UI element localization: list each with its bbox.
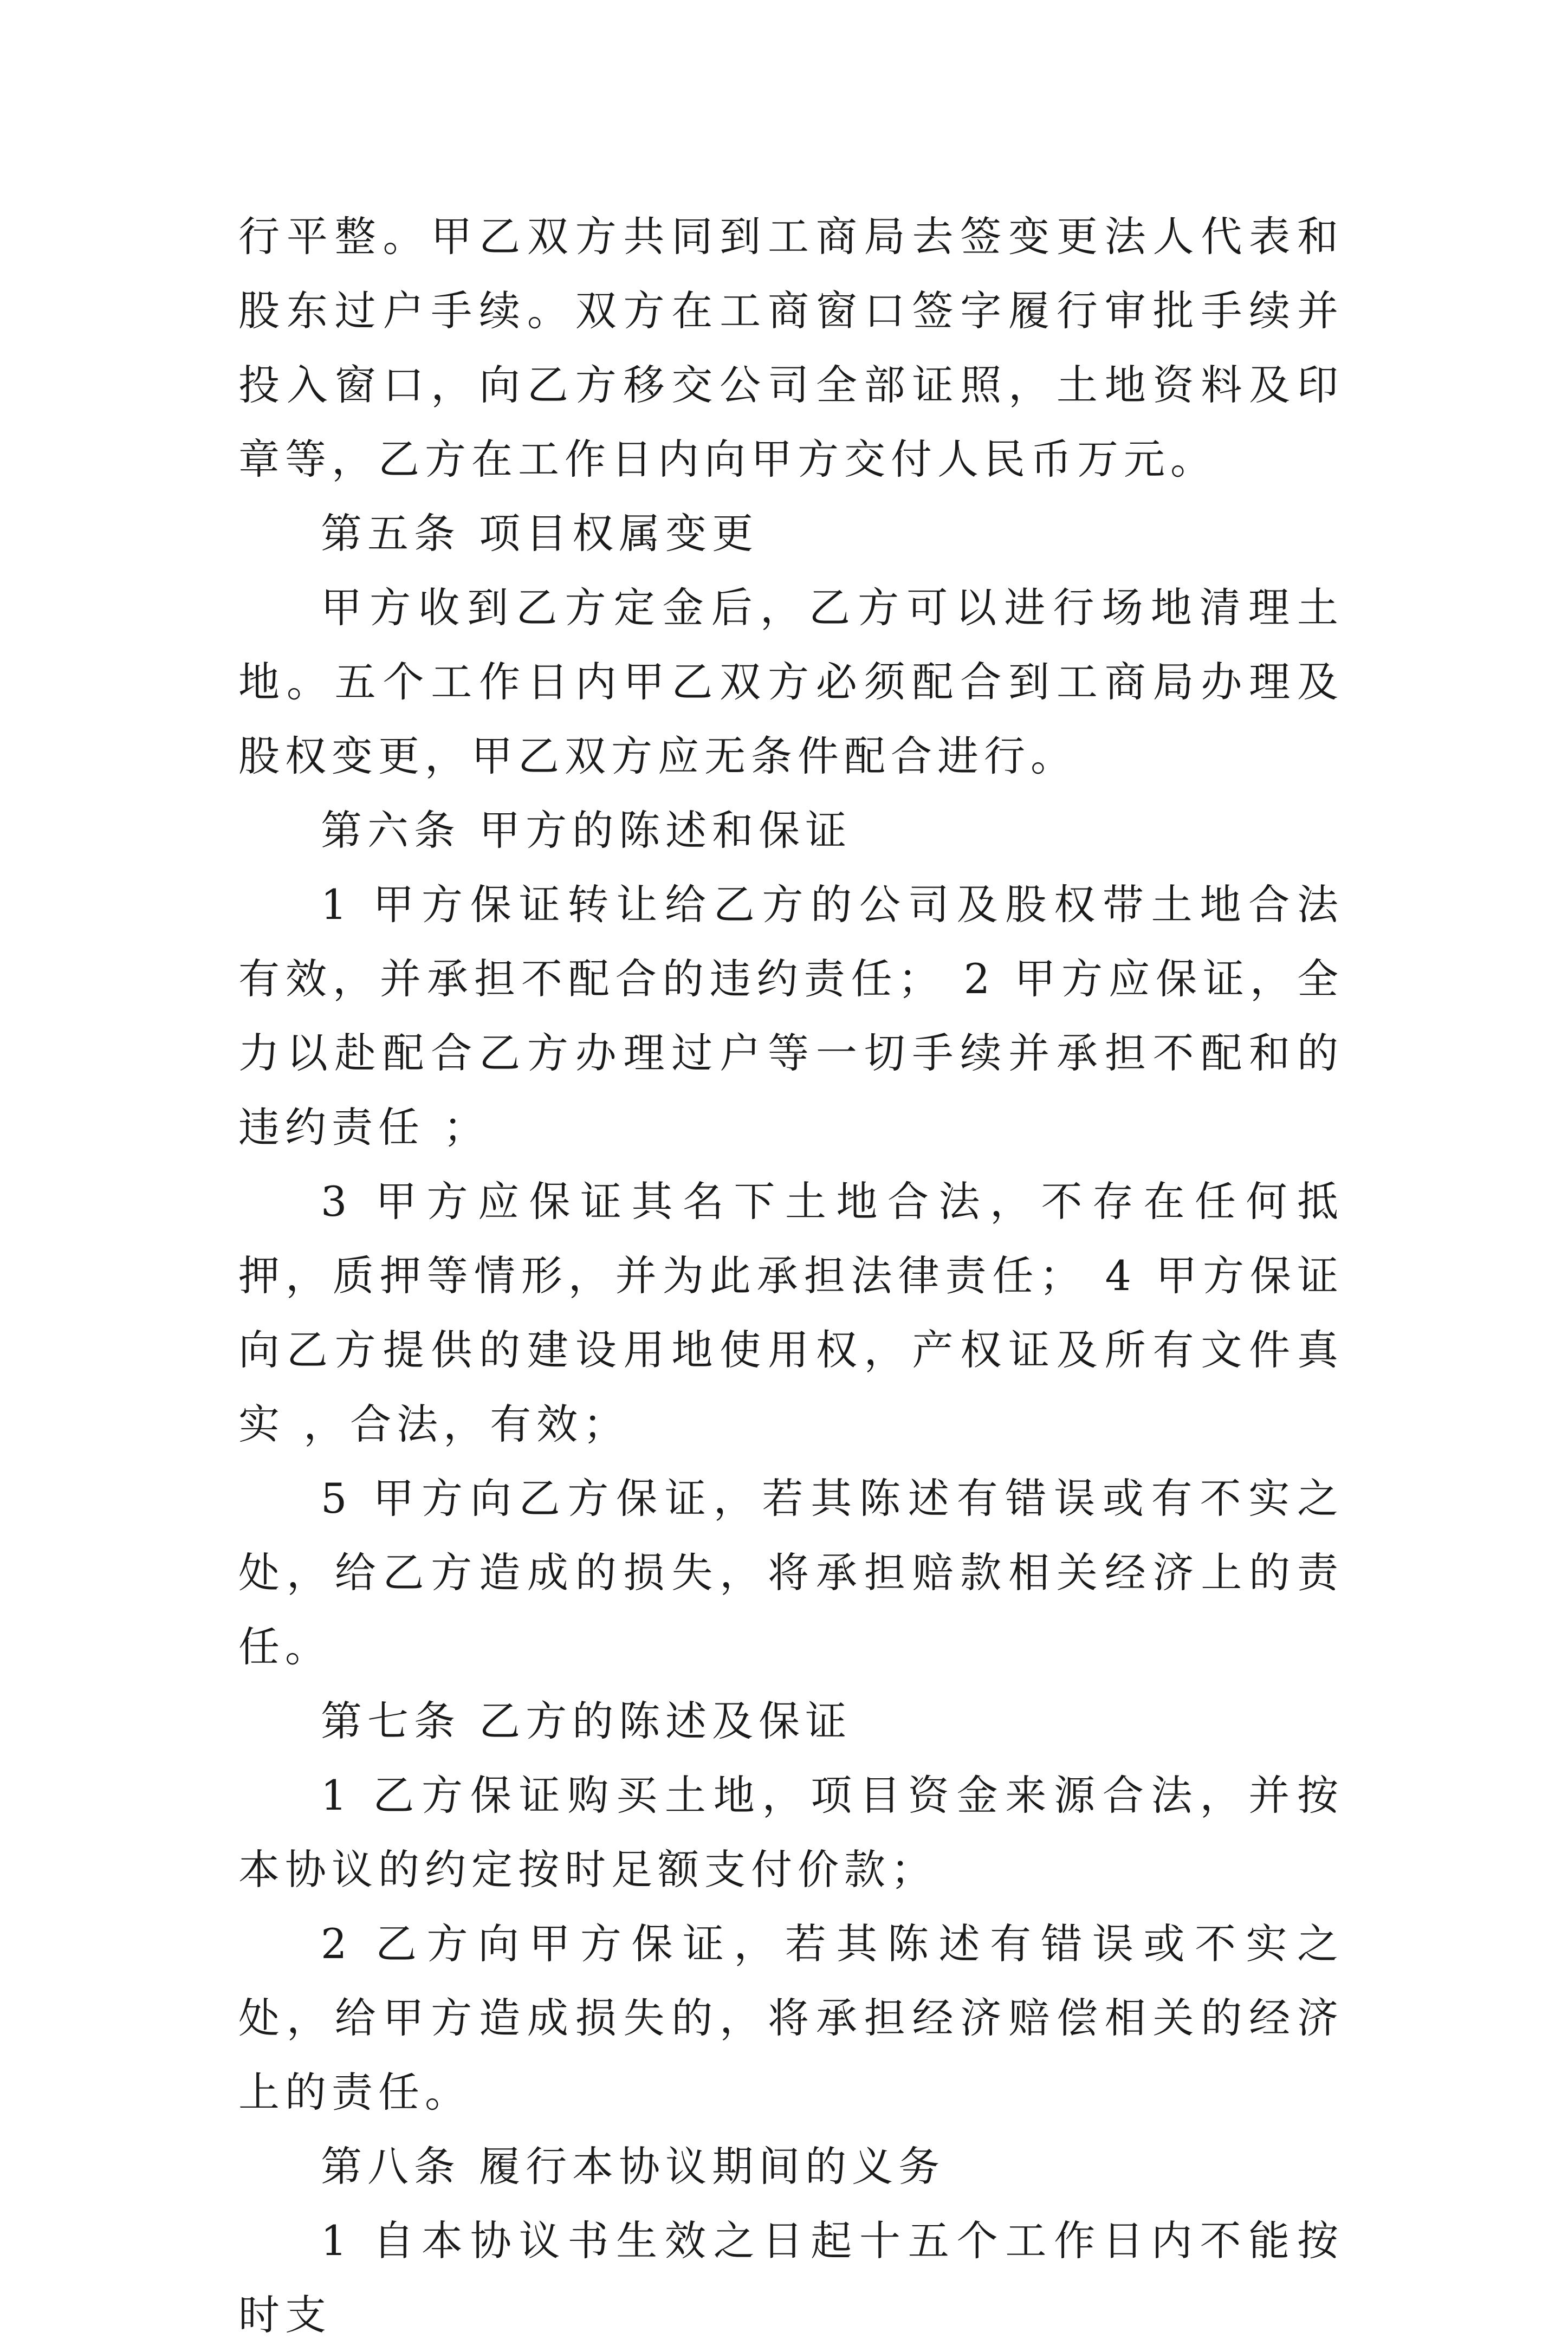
article-7-heading: 第七条 乙方的陈述及保证	[321, 1697, 852, 1745]
article-8-heading: 第八条 履行本协议期间的义务	[321, 2142, 945, 2191]
article-6-heading: 第六条 甲方的陈述和保证	[321, 806, 852, 854]
paragraph-continuation: 行平整。甲乙双方共同到工商局去签变更法人代表和股东过户手续。双方在工商窗口签字履行审批手续并投入窗口，向乙方移交公司全部证照，土地资料及印章等，乙方在工作日内向甲方交付人民币万元。	[238, 212, 1344, 483]
article-6-clause-3-4: 3 甲方应保证其名下土地合法，不存在任何抵押，质押等情形，并为此承担法律责任； 4 甲方保证向乙方提供的建设用地使用权，产权证及所有文件真实 ，合法，有效；	[238, 1177, 1344, 1448]
article-5-heading: 第五条 项目权属变更	[321, 509, 759, 558]
article-6-clause-1-2: 1 甲方保证转让给乙方的公司及股权带土地合法有效，并承担不配合的违约责任； 2 甲方应保证，全力以赴配合乙方办理过户等一切手续并承担不配和的违约责任 ；	[238, 880, 1344, 1151]
article-8-clause-1: 1 自本协议书生效之日起十五个工作日内不能按时支	[238, 2217, 1344, 2339]
article-6-clause-5: 5 甲方向乙方保证，若其陈述有错误或有不实之处，给乙方造成的损失，将承担赔款相关经济上的责任。	[238, 1474, 1344, 1671]
article-5-body: 甲方收到乙方定金后，乙方可以进行场地清理土地。五个工作日内甲乙双方必须配合到工商局办理及股权变更，甲乙双方应无条件配合进行。	[238, 584, 1344, 780]
article-7-clause-2: 2 乙方向甲方保证，若其陈述有错误或不实之处，给甲方造成损失的，将承担经济赔偿相关的经济上的责任。	[238, 1920, 1344, 2116]
document-body	[238, 199, 1344, 2352]
article-7-clause-1: 1 乙方保证购买土地，项目资金来源合法，并按本协议的约定按时足额支付价款；	[238, 1771, 1344, 1894]
